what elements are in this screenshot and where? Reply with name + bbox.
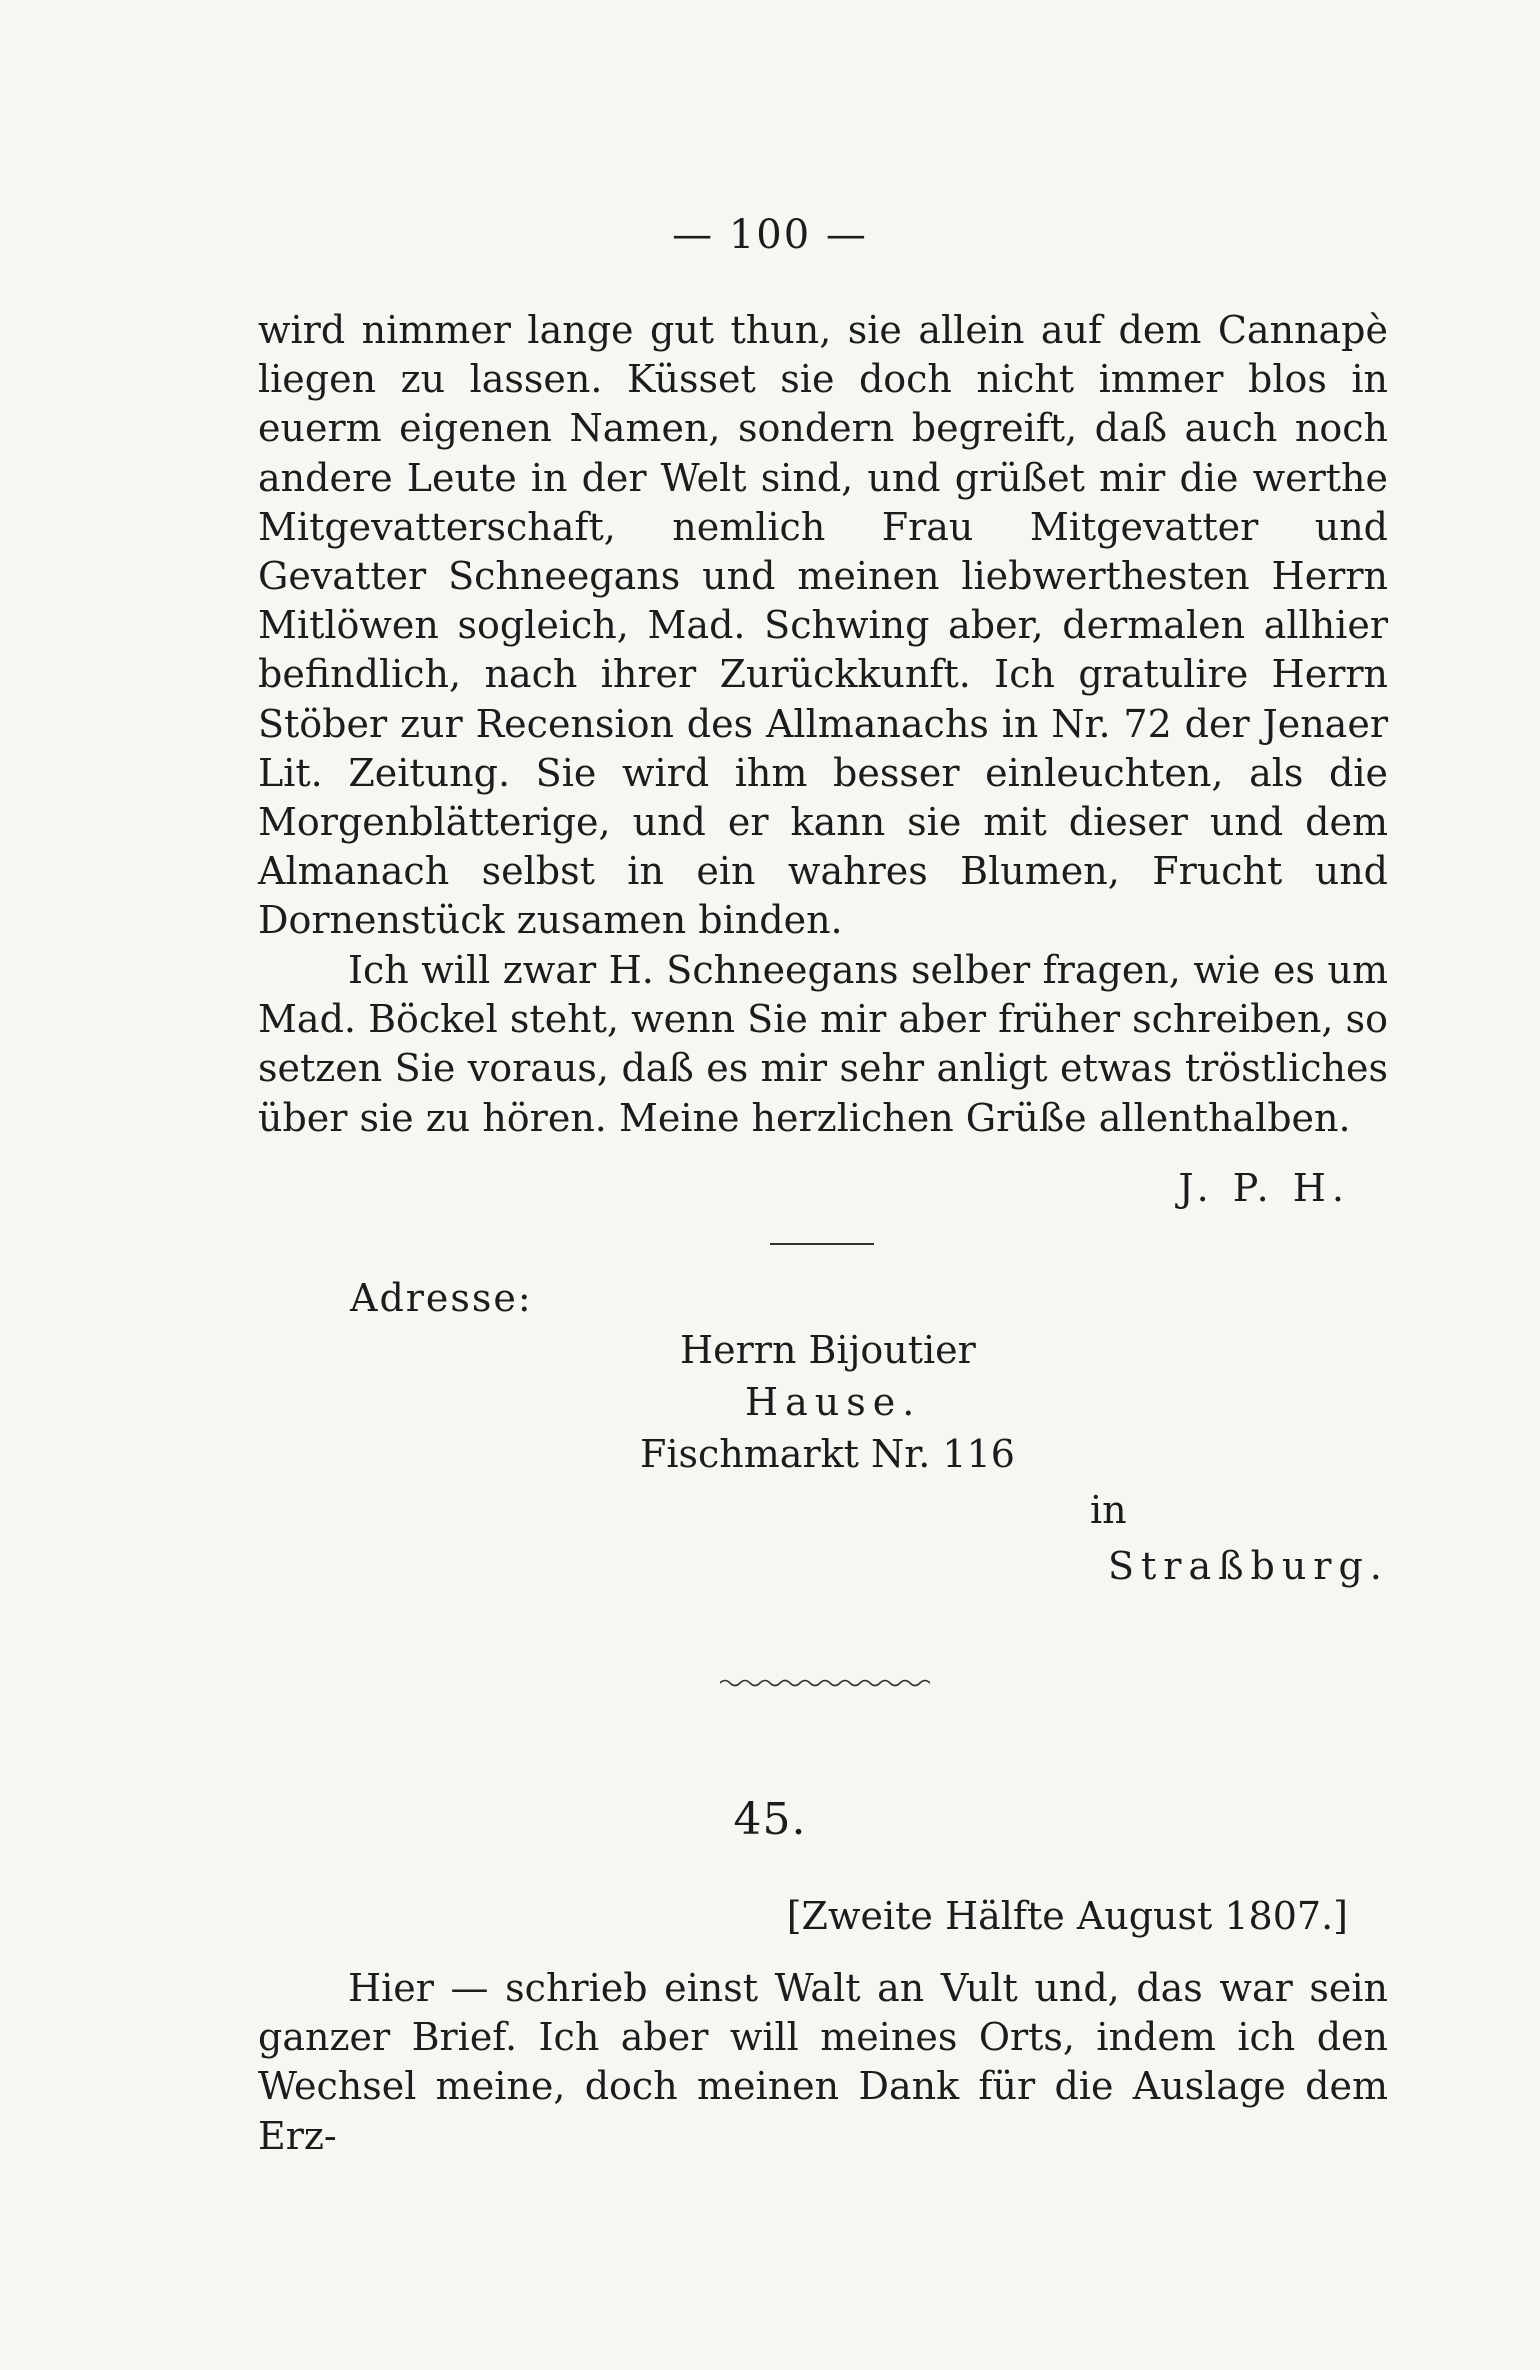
address-line-city: Straßburg. [1108, 1544, 1389, 1588]
address-line-street: Fischmarkt Nr. 116 [640, 1432, 1015, 1476]
page-number: — 100 — [672, 212, 868, 258]
letter-number: 45. [733, 1794, 807, 1845]
letter-paragraph-3 [258, 1964, 1388, 2161]
paragraph-text: wird nimmer lange gut thun, sie allein auf dem Cannapè liegen zu lassen. Küsset sie doch nicht immer blos in euerm eigenen Namen, sondern begreift, daß auch noch andere Leute in der Welt sind, und grüßet mir die werthe Mitgevatterschaft, nemlich Frau Mitgevatter und Gevatter Schneegans und meinen liebwerthesten Herrn Mitlöwen sogleich, Mad. Schwing aber, dermalen allhier befindlich, nach ihrer Zurückkunft. Ich gratulire Herrn Stöber zur Recension des Allmanachs in Nr. 72 der Jenaer Lit. Zeitung. Sie wird ihm besser einleuchten, als die Morgenblätterige, und er kann sie mit dieser und dem Almanach selbst in ein wahres Blumen, Frucht und Dornenstück zusamen binden. [258, 308, 1388, 943]
letter-paragraph-2 [258, 946, 1388, 1143]
letter-date: [Zweite Hälfte August 1807.] [786, 1894, 1348, 1938]
address-line-preposition: in [1090, 1488, 1127, 1532]
address-line-name: Hause. [745, 1380, 922, 1424]
letter-paragraph-1 [258, 306, 1388, 946]
section-divider [770, 1243, 874, 1245]
address-line-recipient: Herrn Bijoutier [680, 1328, 976, 1372]
wavy-divider-ornament [720, 1676, 930, 1690]
address-label: Adresse: [350, 1276, 533, 1320]
paragraph-text: Ich will zwar H. Schneegans selber fragen, wie es um Mad. Böckel steht, wenn Sie mir aber früher schreiben, so setzen Sie voraus, daß es mir sehr anligt etwas tröstliches über sie zu hören. Meine herzlichen Grüße allenthalben. [258, 948, 1388, 1140]
signature-initials: J. P. H. [1178, 1166, 1350, 1210]
paragraph-text: Hier — schrieb einst Walt an Vult und, das war sein ganzer Brief. Ich aber will meines Orts, indem ich den Wechsel meine, doch meinen Dank für die Auslage dem Erz- [258, 1966, 1388, 2158]
